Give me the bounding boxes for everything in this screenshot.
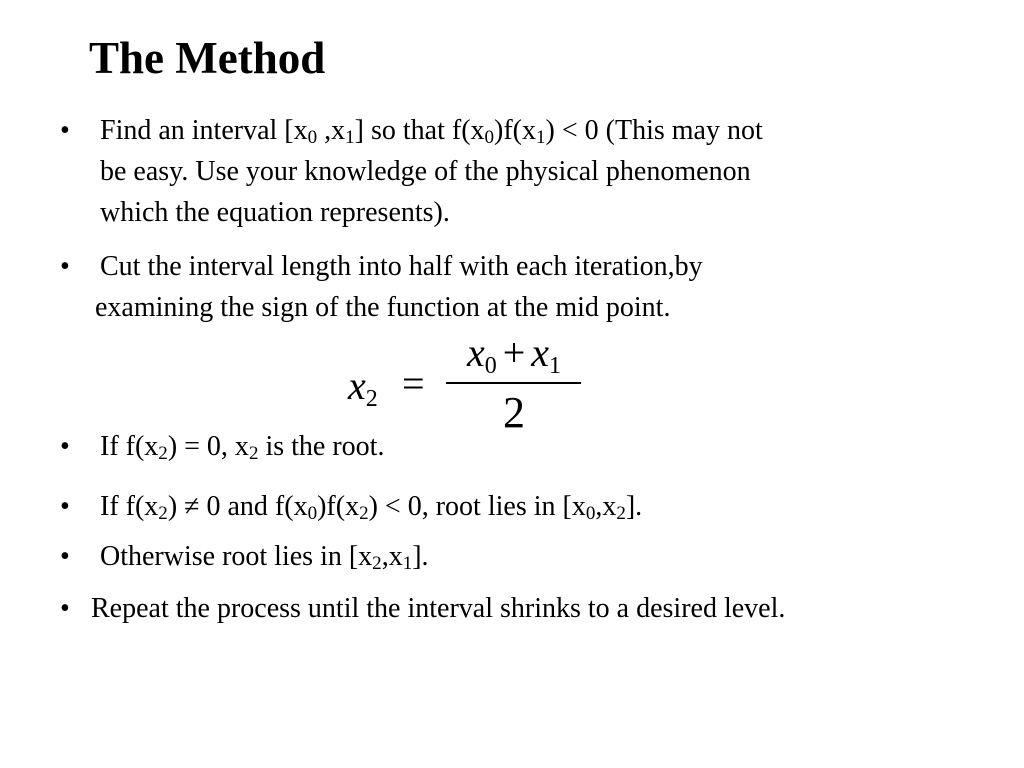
midpoint-equation [348, 330, 598, 440]
text-run: ) ≠ 0 and f(x [167, 491, 308, 522]
subscript: 0 [484, 127, 495, 149]
subscript: 2 [616, 503, 626, 525]
fraction-bar [446, 382, 581, 384]
bullet-line [100, 110, 763, 151]
subscript: 2 [359, 503, 369, 525]
equation-denominator: 2 [503, 388, 525, 437]
subscript: 0 [307, 127, 318, 149]
subscript: 1 [536, 127, 546, 149]
bullet-icon: • [60, 115, 70, 146]
text-run: ] so that f(x [354, 115, 485, 146]
bullet-cut-interval [60, 246, 960, 330]
plus-sign: + [502, 330, 526, 375]
bullet-icon: • [60, 491, 70, 522]
text-run: ]. [625, 491, 643, 522]
bullet-text [100, 486, 642, 527]
variable: x [531, 330, 550, 375]
text-run: ) < 0, root lies in [x [368, 491, 586, 522]
bullet-line: which the equation represents). [100, 197, 450, 228]
text-run: ]. [412, 541, 429, 572]
bullet-find-interval [60, 110, 960, 235]
bullet-icon: • [60, 251, 70, 282]
bullet-line: examining the sign of the function at the mid point. [95, 292, 671, 323]
bullet-text [100, 426, 384, 467]
text-run: ) = 0, x [167, 431, 249, 462]
bullet-text [95, 246, 703, 328]
bullet-line: be easy. Use your knowledge of the physical phenomenon [100, 156, 751, 187]
variable: x [466, 330, 485, 375]
bullet-otherwise [60, 536, 960, 578]
text-run: )f(x [317, 491, 360, 522]
equation-numerator [448, 330, 580, 380]
text-run: If f(x [100, 431, 159, 462]
subscript: 1 [549, 353, 562, 380]
equation-lhs [348, 362, 378, 413]
variable: x [348, 363, 366, 408]
subscript: 0 [585, 503, 596, 525]
equals-sign: = [402, 361, 425, 406]
subscript: 2 [365, 386, 378, 413]
text-run: Find an interval [x [100, 115, 308, 146]
bullet-root-left-half [60, 486, 960, 528]
text-run: If f(x [100, 491, 159, 522]
bullet-root-condition [60, 426, 660, 468]
bullet-text: Repeat the process until the interval shrinks to a desired level. [91, 593, 786, 624]
bullet-icon: • [60, 541, 70, 572]
subscript: 0 [307, 503, 318, 525]
subscript: 1 [345, 127, 355, 149]
subscript: 1 [402, 553, 413, 575]
text-run: is the root. [258, 431, 385, 462]
text-run: ,x [595, 491, 617, 522]
subscript: 2 [372, 553, 382, 575]
subscript: 2 [248, 443, 259, 465]
bullet-icon: • [60, 593, 70, 624]
bullet-repeat [60, 588, 980, 630]
text-run: ,x [317, 115, 346, 146]
subscript: 0 [484, 353, 497, 380]
subscript: 2 [158, 503, 168, 525]
text-run: Otherwise root lies in [x [100, 541, 373, 572]
text-run: ) < 0 (This may not [545, 115, 763, 146]
text-run: )f(x [494, 115, 537, 146]
text-run: ,x [381, 541, 403, 572]
subscript: 2 [158, 443, 168, 465]
slide-title: The Method [89, 33, 326, 83]
bullet-text [100, 536, 429, 577]
bullet-line: Cut the interval length into half with each iteration,by [100, 251, 703, 282]
bullet-icon: • [60, 431, 70, 462]
bullet-text [100, 110, 763, 233]
